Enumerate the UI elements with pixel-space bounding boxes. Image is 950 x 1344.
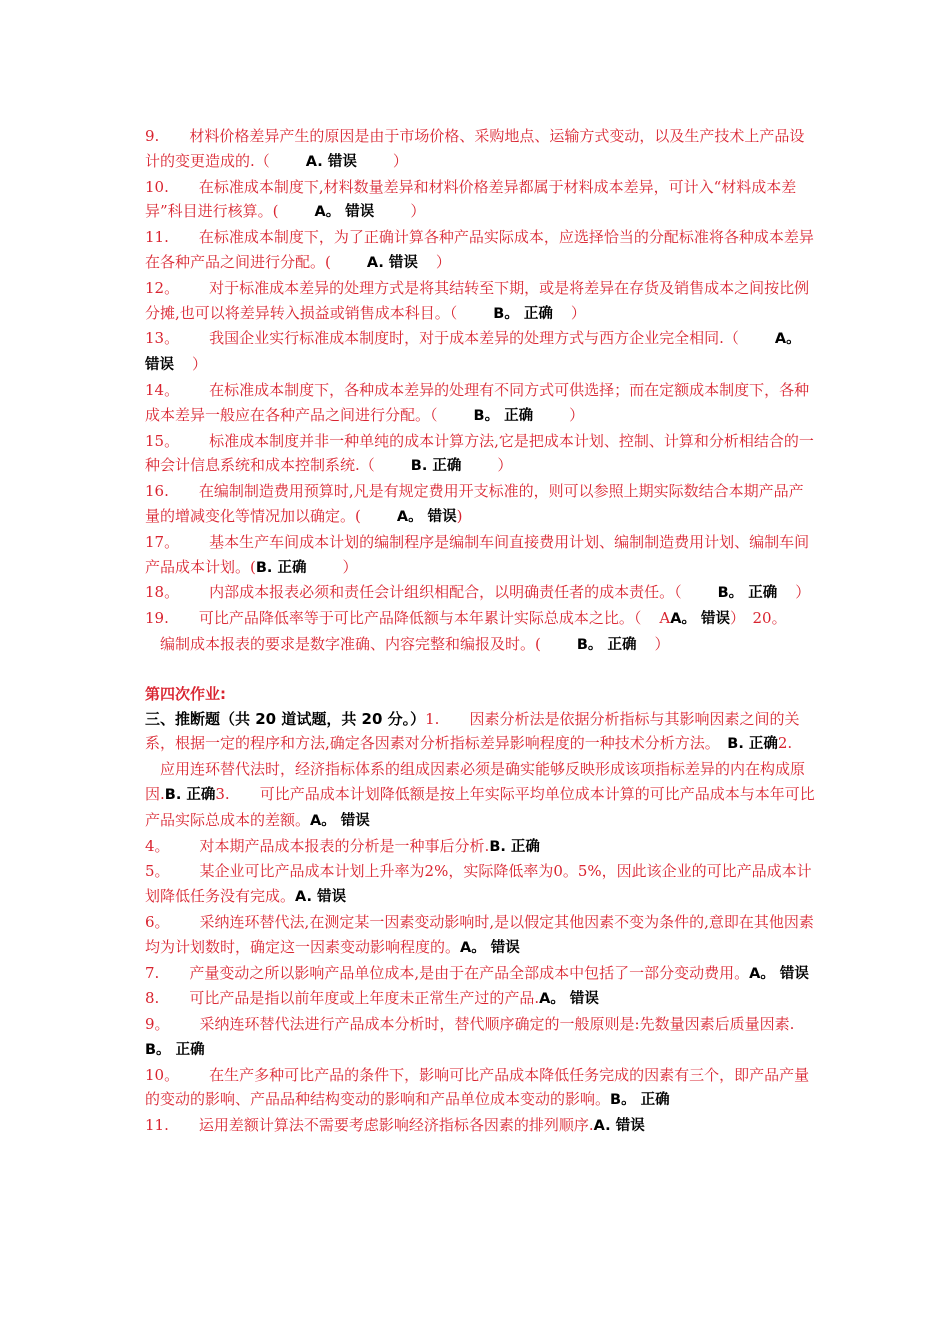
question-8: 8. 可比产品是指以前年度或上年度未正常生产过的产品.A。 错误 <box>145 989 599 1008</box>
question-18: 18。 内部成本报表必须和责任会计组织相配合，以明确责任者的成本责任。（ B。 正确 ） <box>145 583 811 602</box>
part1-list <box>145 124 815 658</box>
question-15: 15。 标准成本制度并非一种单纯的成本计算方法,它是把成本计划、控制、计算和分析相结合的一种会计信息系统和成本控制系统.（ B. 正确 ） <box>145 431 814 475</box>
answer: B。 正确 <box>473 407 534 424</box>
answer: B. 正确 <box>727 736 778 753</box>
answer: B. 正确 <box>255 559 307 576</box>
question-11b: 11. 运用差额计算法不需要考虑影响经济指标各因素的排列顺序.A. 错误 <box>145 1116 645 1135</box>
answer: A。 错误 <box>670 611 730 628</box>
document-page <box>145 124 815 1139</box>
section-title: 第四次作业: <box>145 684 226 703</box>
answer: A. 错误 <box>366 254 418 271</box>
question-7: 7. 产量变动之所以影响产品单位成本,是由于在产品全部成本中包括了一部分变动费用。A。 错误 <box>145 963 809 982</box>
part2-list <box>145 707 815 1140</box>
answer: A。 错误 <box>145 331 801 374</box>
answer: A。 错误 <box>314 204 375 221</box>
question-12: 12。 对于标准成本差异的处理方式是将其结转至下期，或是将差异在存货及销售成本之间按比例分摊,也可以将差异转入损益或销售成本科目。（ B。 正确 ） <box>145 278 810 322</box>
answer: B。 正确 <box>493 305 553 322</box>
question-6: 6。 采纳连环替代法,在测定某一因素变动影响时,是以假定其他因素不变为条件的,意即在其他因素均为计划数时，确定这一因素变动影响程度的。A。 错误 <box>145 912 814 956</box>
question-19-20: 19. 可比产品降低率等于可比产品降低额与本年累计实际总成本之比。（ AA。 错误） 20。 编制成本报表的要求是数字准确、内容完整和编报及时。( B。 正确 ） <box>145 609 787 653</box>
question-type-label: 三、推断题（共 20 道试题，共 20 分。） <box>145 709 426 728</box>
answer: A. 错误 <box>295 889 347 906</box>
question-9: 9. 材料价格差异产生的原因是由于市场价格、采购地点、运输方式变动，以及生产技术上产品设计的变更造成的.（ A. 错误 ） <box>145 127 805 170</box>
answer: A。 错误 <box>310 812 370 829</box>
question-13: 13。 我国企业实行标准成本制度时，对于成本差异的处理方式与西方企业完全相同.（ A。 错误 ） <box>145 329 801 374</box>
question-10: 10. 在标准成本制度下,材料数量差异和材料价格差异都属于材料成本差异，可计入“材料成本差异”科目进行核算。( A。 错误 ） <box>145 177 797 221</box>
question-9b: 9。 采纳连环替代法进行产品成本分析时，替代顺序确定的一般原则是:先数量因素后质量因素.B。 正确 <box>145 1015 795 1058</box>
answer: A。 错误 <box>749 965 809 982</box>
answer: B。 正确 <box>576 636 637 653</box>
answer: B. 正确 <box>410 458 462 475</box>
question-5: 5。 某企业可比产品成本计划上升率为2%，实际降低率为0。5%，因此该企业的可比产品成本计划降低任务没有完成。A. 错误 <box>145 862 812 906</box>
question-16: 16. 在编制制造费用预算时,凡是有规定费用开支标准的，则可以参照上期实际数结合本期产品产量的增减变化等情况加以确定。( A。 错误) <box>145 482 804 525</box>
answer: B。 正确 <box>610 1092 670 1109</box>
answer: B. 正确 <box>489 838 540 855</box>
answer: B. 正确 <box>164 786 216 803</box>
answer: A. 错误 <box>305 153 357 170</box>
answer: A。 错误 <box>396 508 457 525</box>
answer: A。 错误 <box>539 991 599 1008</box>
question-14: 14。 在标准成本制度下，各种成本差异的处理有不同方式可供选择；而在定额成本制度下，各种成本差异一般应在各种产品之间进行分配。（ B。 正确 ） <box>145 380 810 424</box>
question-10b: 10。 在生产多种可比产品的条件下，影响可比产品成本降低任务完成的因素有三个，即产品产量的变动的影响、产品品种结构变动的影响和产品单位成本变动的影响。B。 正确 <box>145 1065 810 1109</box>
answer: B。 正确 <box>145 1041 205 1058</box>
question-4: 4。 对本期产品成本报表的分析是一种事后分析.B. 正确 <box>145 836 540 855</box>
section-intro-questions: 三、推断题（共 20 道试题，共 20 分。）1. 因素分析法是依据分析指标与其影响因素之间的关系，根据一定的程序和方法,确定各因素对分析指标差异影响程度的一种技术分析方法。 B. 正确2. 应用连环替代法时，经济指标体系的组成因素必须是确实能够反映形成该项指标差异的内在构成原因.B. 正确3. 可比产品成本计划降低额是按上年实际平均单位成本计算的可比产品成本与本年可比产品实际总成本的差额。A。 错误 <box>145 709 815 829</box>
question-11: 11. 在标准成本制度下，为了正确计算各种产品实际成本，应选择恰当的分配标准将各种成本差异在各种产品之间进行分配。( A. 错误 ） <box>145 228 814 271</box>
answer: A. 错误 <box>593 1118 645 1135</box>
answer: A。 错误 <box>460 939 520 956</box>
answer: B。 正确 <box>717 585 778 602</box>
question-17: 17。 基本生产车间成本计划的编制程序是编制车间直接费用计划、编制制造费用计划、编制车间产品成本计划。(B. 正确 ） <box>145 532 810 576</box>
